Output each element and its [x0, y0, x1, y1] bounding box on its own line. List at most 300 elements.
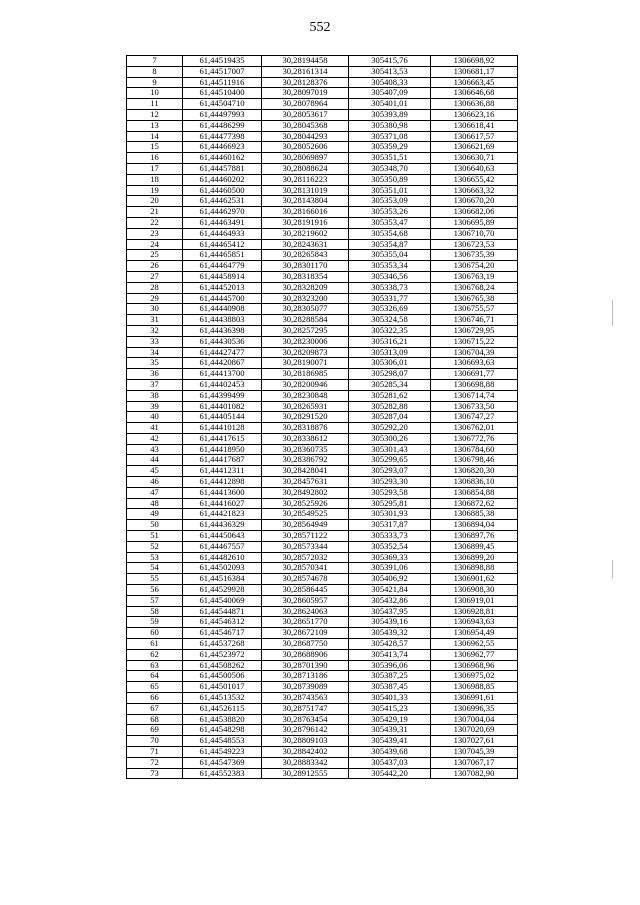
point-number-cell: 49 [127, 509, 183, 520]
table-row [127, 239, 518, 250]
coordinates-table [126, 55, 518, 779]
x-coordinate-cell: 305331,77 [349, 293, 431, 304]
y-coordinate-cell: 1306735,39 [431, 250, 518, 261]
point-number-cell: 63 [127, 660, 183, 671]
longitude-cell: 30,28564949 [262, 520, 349, 531]
table-row [127, 433, 518, 444]
y-coordinate-cell: 1306729,95 [431, 325, 518, 336]
x-coordinate-cell: 305415,23 [349, 703, 431, 714]
x-coordinate-cell: 305353,34 [349, 261, 431, 272]
latitude-cell: 61,44523972 [183, 649, 262, 660]
y-coordinate-cell: 1306655,42 [431, 174, 518, 185]
latitude-cell: 61,44486299 [183, 120, 262, 131]
table-row [127, 207, 518, 218]
longitude-cell: 30,28305077 [262, 304, 349, 315]
x-coordinate-cell: 305354,87 [349, 239, 431, 250]
x-coordinate-cell: 305298,07 [349, 369, 431, 380]
table-row [127, 390, 518, 401]
table-row [127, 563, 518, 574]
table-row [127, 509, 518, 520]
table-row [127, 552, 518, 563]
point-number-cell: 8 [127, 66, 183, 77]
x-coordinate-cell: 305324,58 [349, 315, 431, 326]
longitude-cell: 30,28428041 [262, 466, 349, 477]
y-coordinate-cell: 1306698,92 [431, 56, 518, 67]
table-row [127, 498, 518, 509]
point-number-cell: 52 [127, 541, 183, 552]
y-coordinate-cell: 1306908,30 [431, 585, 518, 596]
latitude-cell: 61,44452013 [183, 282, 262, 293]
x-coordinate-cell: 305306,01 [349, 358, 431, 369]
latitude-cell: 61,44399499 [183, 390, 262, 401]
y-coordinate-cell: 1306618,41 [431, 120, 518, 131]
latitude-cell: 61,44413600 [183, 487, 262, 498]
latitude-cell: 61,44500506 [183, 671, 262, 682]
y-coordinate-cell: 1306747,27 [431, 412, 518, 423]
x-coordinate-cell: 305380,98 [349, 120, 431, 131]
x-coordinate-cell: 305282,88 [349, 401, 431, 412]
y-coordinate-cell: 1306681,17 [431, 66, 518, 77]
y-coordinate-cell: 1306765,38 [431, 293, 518, 304]
point-number-cell: 36 [127, 369, 183, 380]
latitude-cell: 61,44405144 [183, 412, 262, 423]
longitude-cell: 30,28573344 [262, 541, 349, 552]
latitude-cell: 61,44549223 [183, 747, 262, 758]
point-number-cell: 35 [127, 358, 183, 369]
latitude-cell: 61,44462970 [183, 207, 262, 218]
longitude-cell: 30,28116223 [262, 174, 349, 185]
table-row [127, 487, 518, 498]
longitude-cell: 30,28457631 [262, 477, 349, 488]
x-coordinate-cell: 305293,07 [349, 466, 431, 477]
x-coordinate-cell: 305353,47 [349, 217, 431, 228]
y-coordinate-cell: 1306695,89 [431, 217, 518, 228]
x-coordinate-cell: 305295,81 [349, 498, 431, 509]
x-coordinate-cell: 305437,95 [349, 606, 431, 617]
table-row [127, 649, 518, 660]
longitude-cell: 30,28209873 [262, 347, 349, 358]
table-row [127, 660, 518, 671]
latitude-cell: 61,44547369 [183, 757, 262, 768]
y-coordinate-cell: 1306636,88 [431, 99, 518, 110]
x-coordinate-cell: 305442,20 [349, 768, 431, 779]
x-coordinate-cell: 305348,70 [349, 163, 431, 174]
longitude-cell: 30,28301170 [262, 261, 349, 272]
table-row [127, 347, 518, 358]
point-number-cell: 17 [127, 163, 183, 174]
point-number-cell: 46 [127, 477, 183, 488]
table-row [127, 185, 518, 196]
table-row [127, 250, 518, 261]
table-row [127, 77, 518, 88]
table-row [127, 379, 518, 390]
y-coordinate-cell: 1306762,01 [431, 423, 518, 434]
longitude-cell: 30,28318354 [262, 271, 349, 282]
table-row [127, 693, 518, 704]
point-number-cell: 57 [127, 595, 183, 606]
point-number-cell: 41 [127, 423, 183, 434]
table-row [127, 768, 518, 779]
y-coordinate-cell: 1306755,57 [431, 304, 518, 315]
longitude-cell: 30,28739089 [262, 682, 349, 693]
y-coordinate-cell: 1306772,76 [431, 433, 518, 444]
table-row [127, 261, 518, 272]
y-coordinate-cell: 1306968,96 [431, 660, 518, 671]
x-coordinate-cell: 305428,57 [349, 639, 431, 650]
table-row [127, 120, 518, 131]
point-number-cell: 33 [127, 336, 183, 347]
point-number-cell: 18 [127, 174, 183, 185]
x-coordinate-cell: 305353,26 [349, 207, 431, 218]
longitude-cell: 30,28200946 [262, 379, 349, 390]
latitude-cell: 61,44445700 [183, 293, 262, 304]
latitude-cell: 61,44457881 [183, 163, 262, 174]
latitude-cell: 61,44463491 [183, 217, 262, 228]
longitude-cell: 30,28571122 [262, 531, 349, 542]
table-row [127, 401, 518, 412]
longitude-cell: 30,28230848 [262, 390, 349, 401]
table-row [127, 412, 518, 423]
longitude-cell: 30,28549525 [262, 509, 349, 520]
point-number-cell: 71 [127, 747, 183, 758]
latitude-cell: 61,44501017 [183, 682, 262, 693]
y-coordinate-cell: 1306646,68 [431, 88, 518, 99]
longitude-cell: 30,28191916 [262, 217, 349, 228]
x-coordinate-cell: 305322,35 [349, 325, 431, 336]
table-row [127, 369, 518, 380]
table-row [127, 217, 518, 228]
point-number-cell: 40 [127, 412, 183, 423]
point-number-cell: 12 [127, 109, 183, 120]
latitude-cell: 61,44508262 [183, 660, 262, 671]
latitude-cell: 61,44467557 [183, 541, 262, 552]
x-coordinate-cell: 305387,25 [349, 671, 431, 682]
point-number-cell: 29 [127, 293, 183, 304]
point-number-cell: 23 [127, 228, 183, 239]
x-coordinate-cell: 305369,33 [349, 552, 431, 563]
longitude-cell: 30,28265843 [262, 250, 349, 261]
x-coordinate-cell: 305317,87 [349, 520, 431, 531]
latitude-cell: 61,44510400 [183, 88, 262, 99]
y-coordinate-cell: 1306820,30 [431, 466, 518, 477]
latitude-cell: 61,44519435 [183, 56, 262, 67]
longitude-cell: 30,28088624 [262, 163, 349, 174]
x-coordinate-cell: 305415,76 [349, 56, 431, 67]
latitude-cell: 61,44413700 [183, 369, 262, 380]
point-number-cell: 7 [127, 56, 183, 67]
x-coordinate-cell: 305439,68 [349, 747, 431, 758]
x-coordinate-cell: 305429,19 [349, 714, 431, 725]
longitude-cell: 30,28291520 [262, 412, 349, 423]
longitude-cell: 30,28318876 [262, 423, 349, 434]
x-coordinate-cell: 305333,73 [349, 531, 431, 542]
longitude-cell: 30,28052606 [262, 142, 349, 153]
point-number-cell: 22 [127, 217, 183, 228]
table-row [127, 606, 518, 617]
y-coordinate-cell: 1307067,17 [431, 757, 518, 768]
y-coordinate-cell: 1306663,45 [431, 77, 518, 88]
y-coordinate-cell: 1306975,02 [431, 671, 518, 682]
x-coordinate-cell: 305300,26 [349, 433, 431, 444]
latitude-cell: 61,44482610 [183, 552, 262, 563]
x-coordinate-cell: 305437,03 [349, 757, 431, 768]
y-coordinate-cell: 1307045,39 [431, 747, 518, 758]
table-row [127, 531, 518, 542]
table-row [127, 131, 518, 142]
point-number-cell: 51 [127, 531, 183, 542]
x-coordinate-cell: 305293,58 [349, 487, 431, 498]
y-coordinate-cell: 1306640,63 [431, 163, 518, 174]
latitude-cell: 61,44436329 [183, 520, 262, 531]
x-coordinate-cell: 305406,92 [349, 574, 431, 585]
y-coordinate-cell: 1307027,61 [431, 736, 518, 747]
point-number-cell: 39 [127, 401, 183, 412]
point-number-cell: 73 [127, 768, 183, 779]
table-row [127, 703, 518, 714]
x-coordinate-cell: 305287,04 [349, 412, 431, 423]
latitude-cell: 61,44416027 [183, 498, 262, 509]
x-coordinate-cell: 305401,01 [349, 99, 431, 110]
table-row [127, 455, 518, 466]
point-number-cell: 37 [127, 379, 183, 390]
x-coordinate-cell: 305355,04 [349, 250, 431, 261]
longitude-cell: 30,28751747 [262, 703, 349, 714]
table-row [127, 109, 518, 120]
y-coordinate-cell: 1306928,81 [431, 606, 518, 617]
latitude-cell: 61,44526115 [183, 703, 262, 714]
x-coordinate-cell: 305338,73 [349, 282, 431, 293]
x-coordinate-cell: 305421,84 [349, 585, 431, 596]
point-number-cell: 25 [127, 250, 183, 261]
latitude-cell: 61,44538820 [183, 714, 262, 725]
x-coordinate-cell: 305326,69 [349, 304, 431, 315]
point-number-cell: 32 [127, 325, 183, 336]
latitude-cell: 61,44497993 [183, 109, 262, 120]
point-number-cell: 47 [127, 487, 183, 498]
longitude-cell: 30,28809103 [262, 736, 349, 747]
longitude-cell: 30,28386792 [262, 455, 349, 466]
point-number-cell: 67 [127, 703, 183, 714]
latitude-cell: 61,44544871 [183, 606, 262, 617]
latitude-cell: 61,44438803 [183, 315, 262, 326]
y-coordinate-cell: 1306996,35 [431, 703, 518, 714]
point-number-cell: 50 [127, 520, 183, 531]
table-row [127, 520, 518, 531]
point-number-cell: 62 [127, 649, 183, 660]
latitude-cell: 61,44462531 [183, 196, 262, 207]
longitude-cell: 30,28842402 [262, 747, 349, 758]
latitude-cell: 61,44540069 [183, 595, 262, 606]
point-number-cell: 14 [127, 131, 183, 142]
table-row [127, 595, 518, 606]
latitude-cell: 61,44417615 [183, 433, 262, 444]
point-number-cell: 38 [127, 390, 183, 401]
y-coordinate-cell: 1306943,63 [431, 617, 518, 628]
y-coordinate-cell: 1306988,85 [431, 682, 518, 693]
table-row [127, 574, 518, 585]
longitude-cell: 30,28688906 [262, 649, 349, 660]
x-coordinate-cell: 305351,51 [349, 153, 431, 164]
longitude-cell: 30,28128376 [262, 77, 349, 88]
point-number-cell: 68 [127, 714, 183, 725]
y-coordinate-cell: 1306723,53 [431, 239, 518, 250]
y-coordinate-cell: 1306784,60 [431, 444, 518, 455]
point-number-cell: 58 [127, 606, 183, 617]
longitude-cell: 30,28230006 [262, 336, 349, 347]
table-row [127, 682, 518, 693]
y-coordinate-cell: 1306897,76 [431, 531, 518, 542]
point-number-cell: 20 [127, 196, 183, 207]
latitude-cell: 61,44458914 [183, 271, 262, 282]
y-coordinate-cell: 1306894,04 [431, 520, 518, 531]
latitude-cell: 61,44430536 [183, 336, 262, 347]
y-coordinate-cell: 1306630,71 [431, 153, 518, 164]
x-coordinate-cell: 305316,21 [349, 336, 431, 347]
x-coordinate-cell: 305352,54 [349, 541, 431, 552]
longitude-cell: 30,28131019 [262, 185, 349, 196]
point-number-cell: 28 [127, 282, 183, 293]
table-row [127, 325, 518, 336]
y-coordinate-cell: 1307020,69 [431, 725, 518, 736]
table-row [127, 628, 518, 639]
latitude-cell: 61,44412311 [183, 466, 262, 477]
latitude-cell: 61,44537268 [183, 639, 262, 650]
point-number-cell: 61 [127, 639, 183, 650]
x-coordinate-cell: 305301,43 [349, 444, 431, 455]
table-row [127, 639, 518, 650]
longitude-cell: 30,28572032 [262, 552, 349, 563]
table-row [127, 725, 518, 736]
latitude-cell: 61,44440908 [183, 304, 262, 315]
longitude-cell: 30,28243631 [262, 239, 349, 250]
longitude-cell: 30,28323200 [262, 293, 349, 304]
table-row [127, 736, 518, 747]
point-number-cell: 72 [127, 757, 183, 768]
y-coordinate-cell: 1306621,69 [431, 142, 518, 153]
latitude-cell: 61,44450643 [183, 531, 262, 542]
y-coordinate-cell: 1306899,45 [431, 541, 518, 552]
point-number-cell: 21 [127, 207, 183, 218]
y-coordinate-cell: 1306854,88 [431, 487, 518, 498]
x-coordinate-cell: 305401,33 [349, 693, 431, 704]
table-row [127, 174, 518, 185]
latitude-cell: 61,44420867 [183, 358, 262, 369]
longitude-cell: 30,28360735 [262, 444, 349, 455]
longitude-cell: 30,28190071 [262, 358, 349, 369]
latitude-cell: 61,44465851 [183, 250, 262, 261]
longitude-cell: 30,28624063 [262, 606, 349, 617]
longitude-cell: 30,28701390 [262, 660, 349, 671]
point-number-cell: 42 [127, 433, 183, 444]
longitude-cell: 30,28651770 [262, 617, 349, 628]
table-row [127, 88, 518, 99]
longitude-cell: 30,28570341 [262, 563, 349, 574]
table-row [127, 282, 518, 293]
y-coordinate-cell: 1306962,77 [431, 649, 518, 660]
longitude-cell: 30,28257295 [262, 325, 349, 336]
y-coordinate-cell: 1306991,61 [431, 693, 518, 704]
latitude-cell: 61,44460500 [183, 185, 262, 196]
longitude-cell: 30,28687750 [262, 639, 349, 650]
latitude-cell: 61,44418950 [183, 444, 262, 455]
longitude-cell: 30,28743563 [262, 693, 349, 704]
point-number-cell: 65 [127, 682, 183, 693]
x-coordinate-cell: 305396,06 [349, 660, 431, 671]
table-row [127, 163, 518, 174]
x-coordinate-cell: 305359,29 [349, 142, 431, 153]
latitude-cell: 61,44421823 [183, 509, 262, 520]
longitude-cell: 30,28045368 [262, 120, 349, 131]
latitude-cell: 61,44517007 [183, 66, 262, 77]
latitude-cell: 61,44548553 [183, 736, 262, 747]
point-number-cell: 44 [127, 455, 183, 466]
point-number-cell: 59 [127, 617, 183, 628]
latitude-cell: 61,44401082 [183, 401, 262, 412]
longitude-cell: 30,28143804 [262, 196, 349, 207]
x-coordinate-cell: 305407,09 [349, 88, 431, 99]
longitude-cell: 30,28586445 [262, 585, 349, 596]
scan-margin-mark [612, 560, 613, 578]
point-number-cell: 70 [127, 736, 183, 747]
table-row [127, 304, 518, 315]
y-coordinate-cell: 1306691,77 [431, 369, 518, 380]
x-coordinate-cell: 305371,08 [349, 131, 431, 142]
y-coordinate-cell: 1306763,19 [431, 271, 518, 282]
longitude-cell: 30,28097019 [262, 88, 349, 99]
y-coordinate-cell: 1306798,46 [431, 455, 518, 466]
latitude-cell: 61,44516384 [183, 574, 262, 585]
latitude-cell: 61,44511916 [183, 77, 262, 88]
latitude-cell: 61,44417687 [183, 455, 262, 466]
table-row [127, 66, 518, 77]
point-number-cell: 26 [127, 261, 183, 272]
x-coordinate-cell: 305346,56 [349, 271, 431, 282]
x-coordinate-cell: 305281,62 [349, 390, 431, 401]
latitude-cell: 61,44502093 [183, 563, 262, 574]
latitude-cell: 61,44504710 [183, 99, 262, 110]
table-row [127, 271, 518, 282]
longitude-cell: 30,28492802 [262, 487, 349, 498]
latitude-cell: 61,44546312 [183, 617, 262, 628]
y-coordinate-cell: 1306885,38 [431, 509, 518, 520]
longitude-cell: 30,28161314 [262, 66, 349, 77]
point-number-cell: 56 [127, 585, 183, 596]
table-row [127, 336, 518, 347]
x-coordinate-cell: 305408,33 [349, 77, 431, 88]
table-row [127, 541, 518, 552]
y-coordinate-cell: 1306710,70 [431, 228, 518, 239]
table-row [127, 196, 518, 207]
longitude-cell: 30,28763454 [262, 714, 349, 725]
y-coordinate-cell: 1306899,20 [431, 552, 518, 563]
table-row [127, 671, 518, 682]
latitude-cell: 61,44529928 [183, 585, 262, 596]
y-coordinate-cell: 1306768,24 [431, 282, 518, 293]
point-number-cell: 34 [127, 347, 183, 358]
scan-margin-mark [612, 300, 613, 326]
longitude-cell: 30,28525926 [262, 498, 349, 509]
latitude-cell: 61,44460162 [183, 153, 262, 164]
table-row [127, 293, 518, 304]
table-row [127, 56, 518, 67]
x-coordinate-cell: 305413,53 [349, 66, 431, 77]
table-row [127, 142, 518, 153]
x-coordinate-cell: 305439,31 [349, 725, 431, 736]
point-number-cell: 13 [127, 120, 183, 131]
x-coordinate-cell: 305313,09 [349, 347, 431, 358]
y-coordinate-cell: 1306901,62 [431, 574, 518, 585]
point-number-cell: 24 [127, 239, 183, 250]
